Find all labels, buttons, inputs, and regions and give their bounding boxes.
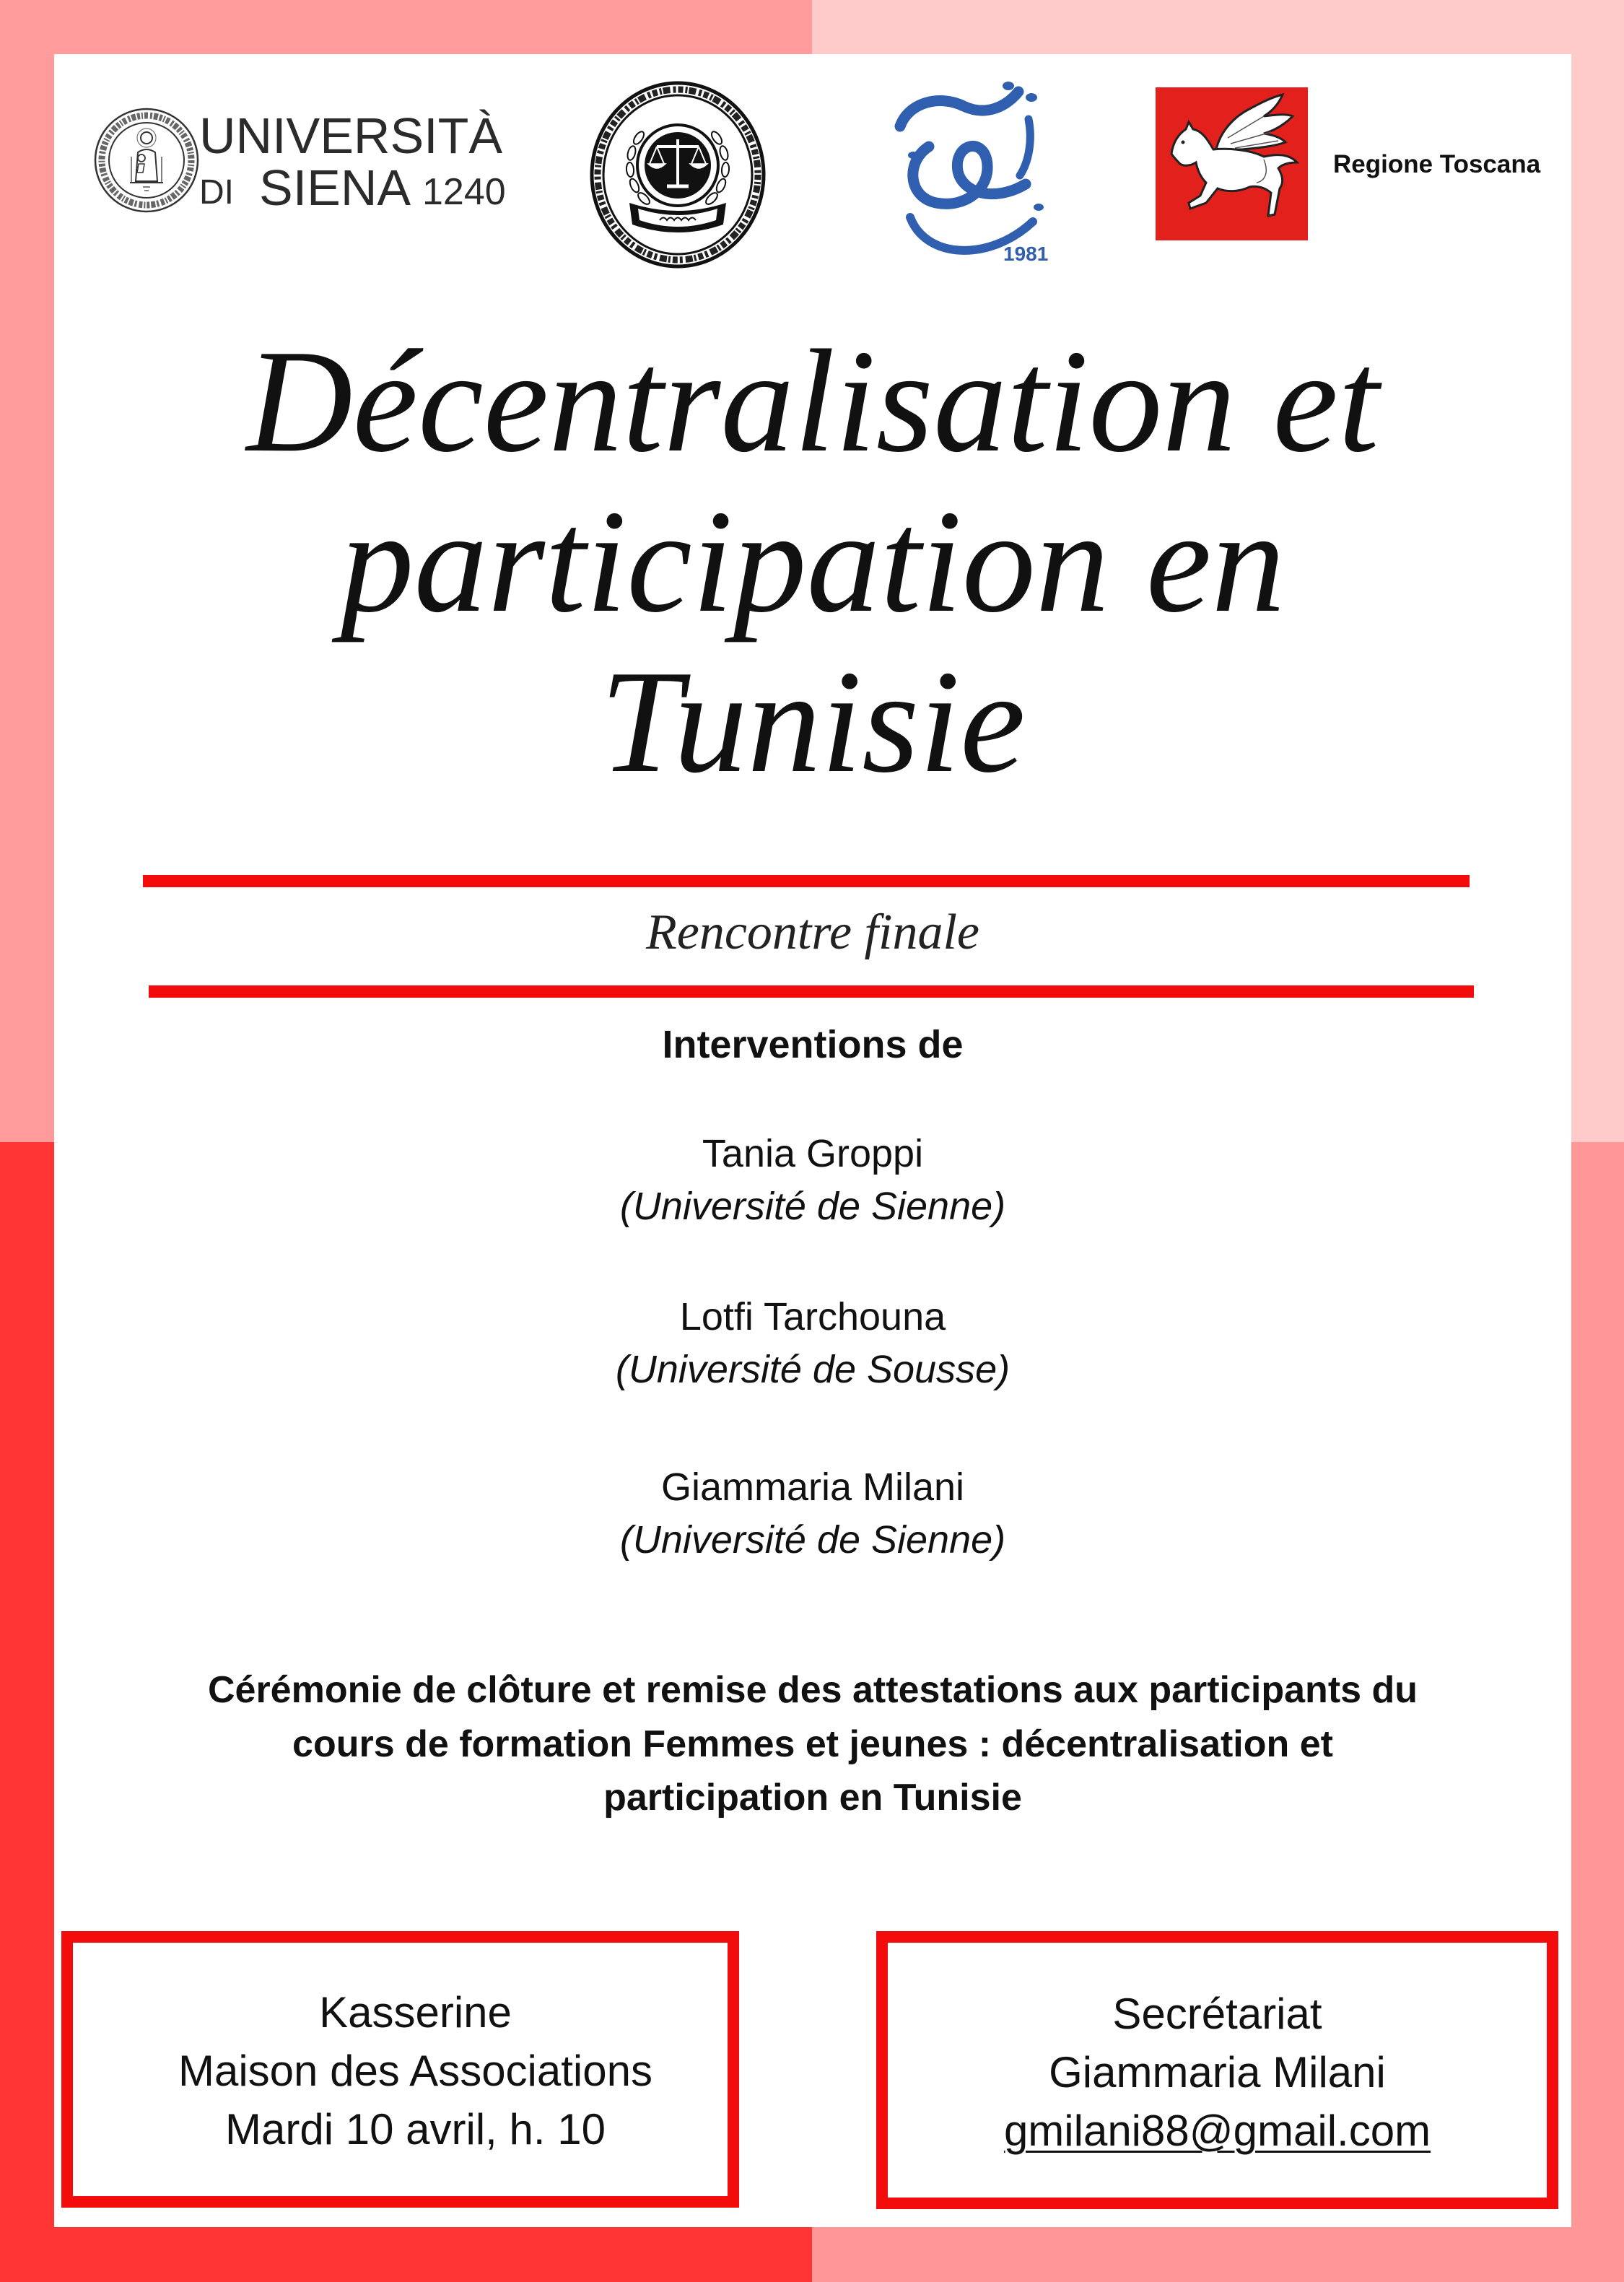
siena-logo-city: SIENA	[259, 160, 411, 216]
siena-logo-university: UNIVERSITÀ	[199, 108, 503, 164]
calligraphy-logo-year: 1981	[1003, 243, 1049, 265]
red-divider-top	[143, 875, 1470, 887]
speaker-affiliation: (Université de Sienne)	[619, 1518, 1006, 1562]
speaker-name: Lotfi Tarchouna	[679, 1295, 946, 1338]
poster-title	[54, 321, 1571, 802]
arabic-calligraphy-logo	[884, 76, 1061, 271]
speaker-name: Tania Groppi	[702, 1132, 924, 1175]
speaker-item	[54, 1461, 1571, 1567]
subtitle: Rencontre finale	[646, 905, 979, 960]
speaker-affiliation: (Université de Sienne)	[619, 1185, 1006, 1228]
speaker-item	[54, 1128, 1571, 1233]
red-divider-bottom	[149, 985, 1474, 998]
venue-datetime: Mardi 10 avril, h. 10	[225, 2105, 606, 2153]
toscana-logo-label: Regione Toscana	[1333, 150, 1541, 178]
ceremony-paragraph	[54, 1663, 1571, 1825]
toscana-logo-square	[1156, 87, 1308, 240]
pegasus-icon	[1156, 87, 1308, 240]
title-line: Tunisie	[600, 640, 1026, 804]
speaker-item	[54, 1291, 1571, 1396]
ceremony-line: Cérémonie de clôture et remise des attestations aux participants du	[207, 1669, 1418, 1711]
speaker-name: Giammaria Milani	[660, 1466, 965, 1509]
university-seal-icon	[92, 106, 201, 214]
secretariat-email-link[interactable]: gmilani88@gmail.com	[1003, 2107, 1431, 2155]
ceremony-line: cours de formation Femmes et jeunes : décentralisation et	[292, 1723, 1333, 1765]
venue-place: Maison des Associations	[178, 2047, 652, 2095]
interventions-heading: Interventions de	[662, 1023, 964, 1066]
title-line: participation en	[340, 480, 1285, 643]
speaker-affiliation: (Université de Sousse)	[615, 1348, 1010, 1391]
ceremony-line: participation en Tunisie	[603, 1777, 1022, 1819]
venue-box	[61, 1931, 739, 2208]
secretariat-label: Secrétariat	[1112, 1990, 1322, 2038]
scales-of-justice-seal-icon	[589, 80, 767, 269]
secretariat-text	[888, 1985, 1547, 2160]
siena-logo-year: 1240	[422, 171, 506, 213]
venue-text	[73, 1983, 728, 2159]
venue-city: Kasserine	[319, 1988, 512, 2037]
title-line: Décentralisation et	[246, 320, 1379, 483]
secretariat-name: Giammaria Milani	[1049, 2048, 1386, 2096]
siena-logo-di: DI	[199, 173, 234, 212]
secretariat-box	[876, 1931, 1558, 2209]
